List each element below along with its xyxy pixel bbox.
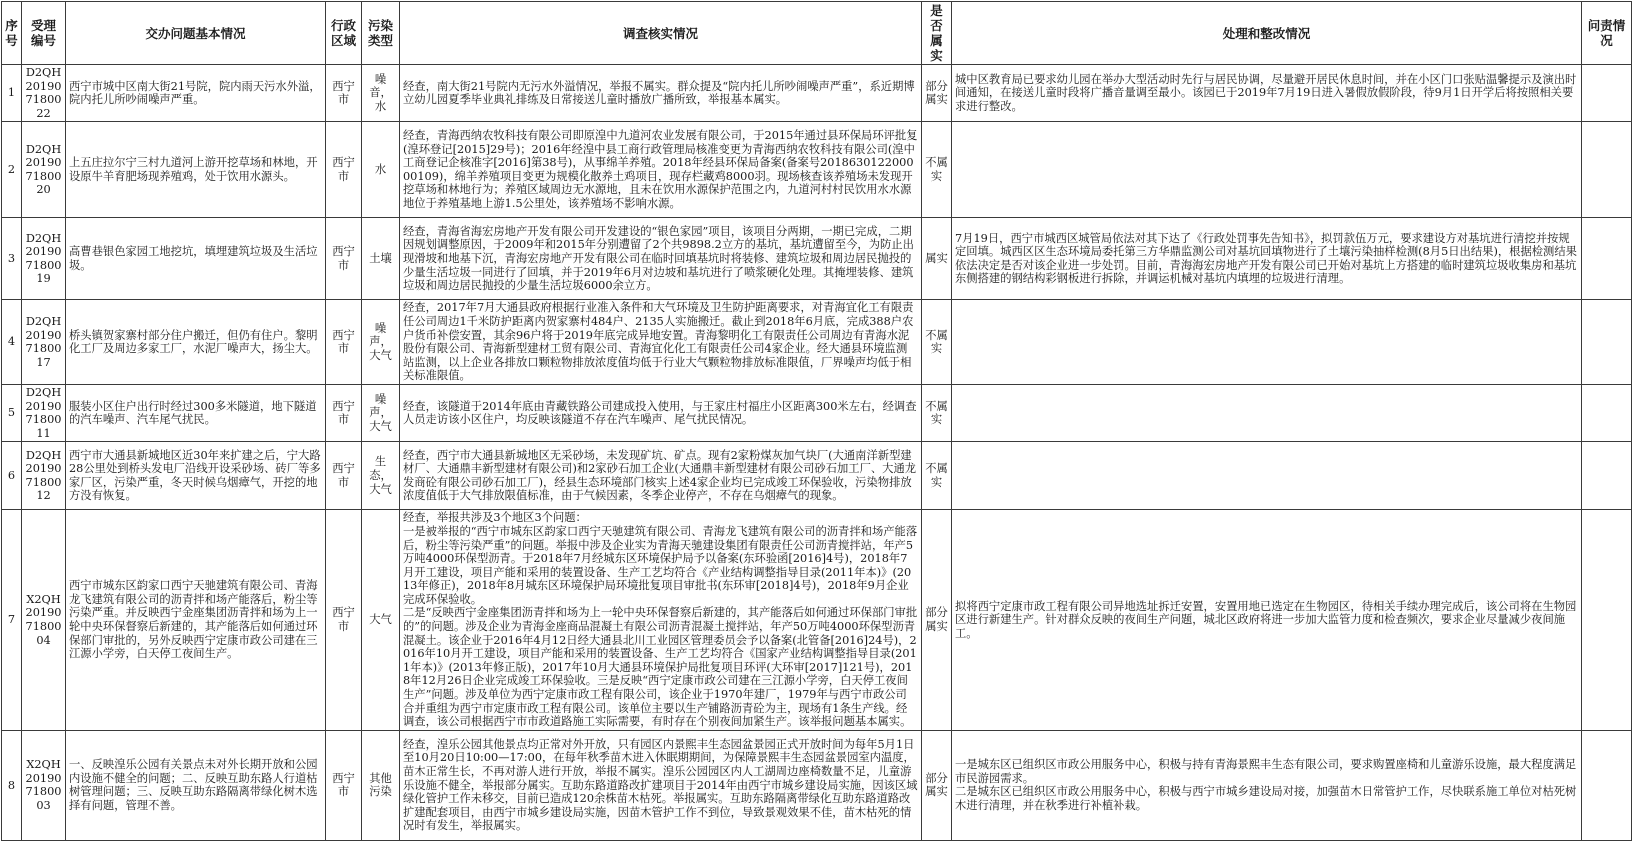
table-row: [2, 122, 1632, 218]
row-handling: [952, 384, 1582, 441]
row-region: 西宁市: [326, 65, 362, 122]
row-id: D2QH201907180019: [22, 218, 66, 300]
header-region: 行政区域: [326, 2, 362, 65]
row-investigation: 经查，湟乐公园其他景点均正常对外开放，只有园区内景熙丰生态园盆景园正式开放时间为每年5月1日至10月20日10:00—17:00，在每年秋季苗木进入休眠期期间，为保障景熙丰生态园盆景园室内温度，苗木正常生长，不再对游人进行开放，举报不属实。湟乐公园园区内人工湖周边座椅数量不足，儿童游乐设施不健全，举报部分属实。互助东路道路改扩建项目于2014年由西宁市城乡建设局实施，因该区域绿化管护工作未移交，目前已造成120余株苗木枯死。举报属实。互助东路隔离带绿化互助东路道路改扩建配套项目，由西宁市城乡建设局实施，因苗木管护工作不到位，导致景观效果不佳，苗木枯死的情况时有发生，举报属实。: [400, 730, 922, 840]
row-region: 西宁市: [326, 442, 362, 510]
row-investigation: 经查，南大街21号院内无污水外溢情况，举报不属实。群众提及“院内托儿所吵闹噪声严重”，系近期博立幼儿园夏季毕业典礼排练及日常接送儿童时播放广播所致，举报基本属实。: [400, 65, 922, 122]
row-issue: 西宁市城中区南大街21号院，院内雨天污水外溢，院内托儿所吵闹噪声严重。: [66, 65, 326, 122]
row-no: 1: [2, 65, 22, 122]
row-verified: 不属实: [922, 122, 952, 218]
header-issue: 交办问题基本情况: [66, 2, 326, 65]
header-no: 序号: [2, 2, 22, 65]
row-handling: 7月19日，西宁市城西区城管局依法对其下达了《行政处罚事先告知书》，拟罚款伍万元，要求建设方对基坑进行清挖并按规定回填。城西区区生态环境局委托第三方华鼎监测公司对基坑回填物进行了土壤污染抽样检测(8月5日出结果)，根据检测结果依法决定是否对该企业进一步处罚。目前，青海海宏房地产开发有限公司已开始对基坑上方搭建的临时建筑垃圾收集房和基坑东侧搭建的钢结构彩钢板进行拆除，并调运机械对基坑内填埋的垃圾进行清理。: [952, 218, 1582, 300]
row-accountability: [1582, 300, 1632, 385]
table-row: [2, 65, 1632, 122]
header-id: 受理编号: [22, 2, 66, 65]
row-investigation: 经查，2017年7月大通县政府根据行业准入条件和大气环境及卫生防护距离要求，对青海宜化工有限责任公司周边1千米防护距离内贺家寨村484户、2135人实施搬迁。截止到2018年6月底，完成388户农户货币补偿安置，其余96户将于2019年底完成异地安置。青海黎明化工有限责任公司周边有青海水泥股份有限公司、青海新型建材工贸有限公司、青海宜化化工有限责任公司4家企业。经大通县环境监测站监测，以上企业各排放口颗粒物排放浓度值均低于行业大气颗粒物排放标准限值，厂界噪声均低于相关标准限值。: [400, 300, 922, 385]
header-verified: 是否属实: [922, 2, 952, 65]
row-accountability: [1582, 218, 1632, 300]
row-region: 西宁市: [326, 300, 362, 385]
row-accountability: [1582, 122, 1632, 218]
row-handling: 拟将西宁定康市政工程有限公司异地选址拆迁安置，安置用地已选定在生物园区，待相关手续办理完成后，该公司将在生物园区进行新建生产。针对群众反映的夜间生产问题，城北区政府将进一步加大监管力度和检查频次，要求企业尽量减少夜间施工。: [952, 510, 1582, 731]
row-investigation: 经查，青海省海宏房地产开发有限公司开发建设的“银色家园”项目，该项目分两期，一期已完成，二期因规划调整原因，于2009年和2015年分别遭留了2个共9898.2立方的基坑，基坑遭留至今，为防止出现滑坡和地基下沉，青海宏房地产开发有限公司在临时回填基坑时将装修、建筑垃圾和周边居民抛投的少量生活垃圾一同进行了回填，并于2019年6月对边坡和基坑进行了喷浆硬化处理。其掩埋装修、建筑垃圾和周边居民抛投的少量生活垃圾6000余立方。: [400, 218, 922, 300]
row-id: D2QH201907180022: [22, 65, 66, 122]
row-issue: 高曹巷银色家园工地挖坑，填埋建筑垃圾及生活垃圾。: [66, 218, 326, 300]
header-type: 污染类型: [362, 2, 400, 65]
row-handling: 城中区教育局已要求幼儿园在举办大型活动时先行与居民协调，尽量避开居民休息时间，并在小区门口张贴温馨提示及演出时间通知，在接送儿童时段将广播音量调至最小。该园已于2019年7月19日进入暑假放假阶段，待9月1日开学后将按照相关要求进行整改。: [952, 65, 1582, 122]
row-no: 7: [2, 510, 22, 731]
row-verified: 不属实: [922, 300, 952, 385]
row-investigation: 经查，青海西纳农牧科技有限公司即原湟中九道河农业发展有限公司，于2015年通过县环保局环评批复(湟环登记[2015]29号)；2016年经湟中县工商行政管理局核准变更为青海西纳农牧科技有限公司(湟中工商登记企核准字[2016]第38号)，从事绵羊养殖。2018年经县环保局备案(备案号201863012200000109)，绵羊养殖项目变更为规模化散养土鸡项目，现存栏藏鸡8000羽。现场核查该养殖场未发现开挖草场和林地行为；养殖区域周边无水源地，且未在饮用水源保护范围之内，九道河村村民饮用水水源地位于养殖基地上游1.5公里处，该养殖场不影响水源。: [400, 122, 922, 218]
row-handling: [952, 300, 1582, 385]
row-issue: 一、反映湟乐公园有关景点未对外长期开放和公园内设施不健全的问题；二、反映互助东路人行道枯树管理问题；三、反映互助东路隔离带绿化树木选择有问题，管理不善。: [66, 730, 326, 840]
row-id: D2QH201907180011: [22, 384, 66, 441]
header-handling: 处理和整改情况: [952, 2, 1582, 65]
row-verified: 部分属实: [922, 730, 952, 840]
row-no: 5: [2, 384, 22, 441]
header-row: [2, 2, 1632, 65]
row-handling: 一是城东区已组织区市政公用服务中心，积极与持有青海景熙丰生态有限公司，要求购置座椅和儿童游乐设施，最大程度满足市民游园需求。 二是城东区已组织区市政公用服务中心，积极与西宁市城乡建设局对接，加强苗木日常管护工作，尽快联系施工单位对枯死树木进行清理，并在秋季进行补植补栽。: [952, 730, 1582, 840]
row-handling: [952, 442, 1582, 510]
header-accountability: 问责情况: [1582, 2, 1632, 65]
row-verified: 属实: [922, 218, 952, 300]
row-verified: 不属实: [922, 442, 952, 510]
row-investigation: 经查，该隧道于2014年底由青藏铁路公司建成投入使用，与王家庄村福庄小区距离300米左右，经调查人员走访该小区住户，均反映该隧道不存在汽车噪声、尾气扰民情况。: [400, 384, 922, 441]
row-type: 噪声，大气: [362, 300, 400, 385]
row-verified: 不属实: [922, 384, 952, 441]
row-no: 2: [2, 122, 22, 218]
header-investigation: 调查核实情况: [400, 2, 922, 65]
row-type: 生态，大气: [362, 442, 400, 510]
table-row: [2, 218, 1632, 300]
row-accountability: [1582, 65, 1632, 122]
row-verified: 部分属实: [922, 65, 952, 122]
row-region: 西宁市: [326, 730, 362, 840]
table-row: [2, 730, 1632, 840]
row-no: 8: [2, 730, 22, 840]
row-type: 噪声，大气: [362, 384, 400, 441]
row-id: D2QH201907180020: [22, 122, 66, 218]
row-verified: 部分属实: [922, 510, 952, 731]
report-table: [1, 1, 1632, 841]
row-region: 西宁市: [326, 384, 362, 441]
row-issue: 服装小区住户出行时经过300多米隧道，地下隧道的汽车噪声、汽车尾气扰民。: [66, 384, 326, 441]
row-id: D2QH201907180017: [22, 300, 66, 385]
row-type: 其他污染: [362, 730, 400, 840]
row-region: 西宁市: [326, 122, 362, 218]
row-no: 6: [2, 442, 22, 510]
row-id: D2QH201907180012: [22, 442, 66, 510]
row-id: X2QH201907180003: [22, 730, 66, 840]
row-accountability: [1582, 384, 1632, 441]
row-issue: 桥头镇贺家寨村部分住户搬迁，但仍有住户。黎明化工厂及周边多家工厂，水泥厂噪声大，扬尘大。: [66, 300, 326, 385]
row-handling: [952, 122, 1582, 218]
row-issue: 西宁市大通县新城地区近30年来扩建之后，宁大路28公里处到桥头发电厂沿线开设采砂场、砖厂等多家厂区，污染严重，冬天时候乌烟瘴气，开挖的地方没有恢复。: [66, 442, 326, 510]
row-no: 3: [2, 218, 22, 300]
row-no: 4: [2, 300, 22, 385]
row-investigation: 经查，西宁市大通县新城地区无采砂场，未发现矿坑、矿点。现有2家粉煤灰加气块厂(大通南洋新型建材厂、大通鼎丰新型建材有限公司)和2家砂石加工企业(大通鼎丰新型建材有限公司砂石加工厂、大通龙发商砼有限公司砂石加工厂)，经县生态环境部门核实上述4家企业均已完成竣工环保验收，污染物排放浓度值低于大气排放限值标准，由于气候因素，冬季企业停产，不存在乌烟瘴气的现象。: [400, 442, 922, 510]
row-accountability: [1582, 442, 1632, 510]
row-type: 噪音，水: [362, 65, 400, 122]
row-accountability: [1582, 730, 1632, 840]
row-accountability: [1582, 510, 1632, 731]
table-row: [2, 384, 1632, 441]
table-row: [2, 510, 1632, 731]
row-type: 土壤: [362, 218, 400, 300]
row-region: 西宁市: [326, 218, 362, 300]
row-investigation: 经查，举报共涉及3个地区3个问题： 一是被举报的“西宁市城东区韵家口西宁天驰建筑有限公司、青海龙飞建筑有限公司的沥青拌和场产能落后，粉尘等污染严重”的问题。举报中涉及企业实为青海天驰建设集团有限责任公司沥青搅拌站，年产5万吨4000环保型沥青。于2018年7月经城东区环境保护局予以备案(东环验函[2016]4号)，2018年7月开工建设，项目产能和采用的装置设备、生产工艺均符合《产业结构调整指导目录(2011年本)》(2013年修正)，2018年8月城东区环境保护局环境批复项目审批书(东环审[2018]4号)，2018年9月企业完成环保验收。 二是“反映西宁金座集团沥青拌和场为上一轮中央环保督察后新建的，其产能落后如何通过环保部门审批的”的问题。涉及企业为青海金座商品混凝土有限公司沥青混凝土搅拌站，年产50万吨4000环保型沥青混凝土。该企业于2016年4月12日经大通县北川工业园区管理委员会予以备案(北管备[2016]24号)，2016年10月开工建设，项目产能和采用的装置设备、生产工艺均符合《国家产业结构调整指导目录(2011年本)》(2013年修正版)，2017年10月大通县环境保护局批复项目环评(大环审[2017]121号)，2018年12月26日企业完成竣工环保验收。三是反映“西宁定康市政公司建在三江源小学旁，白天停工夜间生产”问题。涉及单位为西宁定康市政工程有限公司，该企业于1970年建厂，1979年与西宁市政公司合并重组为西宁市定康市政工程有限公司。该单位主要以生产铺路沥青砼为主，现场有1条生产线。经调查，该公司根据西宁市市政道路施工实际需要，有时存在个别夜间加紧生产。该举报问题基本属实。: [400, 510, 922, 731]
row-region: 西宁市: [326, 510, 362, 731]
table-row: [2, 300, 1632, 385]
table-row: [2, 442, 1632, 510]
row-issue: 上五庄拉尔宁三村九道河上游开挖草场和林地，开设原牛羊育肥场现养殖鸡，处于饮用水源头。: [66, 122, 326, 218]
row-id: X2QH201907180004: [22, 510, 66, 731]
row-issue: 西宁市城东区韵家口西宁天驰建筑有限公司、青海龙飞建筑有限公司的沥青拌和场产能落后，粉尘等污染严重。并反映西宁金座集团沥青拌和场为上一轮中央环保督察后新建的，其产能落后如何通过环保部门审批的，另外反映西宁定康市政公司建在三江源小学旁，白天停工夜间生产。: [66, 510, 326, 731]
row-type: 水: [362, 122, 400, 218]
row-type: 大气: [362, 510, 400, 731]
